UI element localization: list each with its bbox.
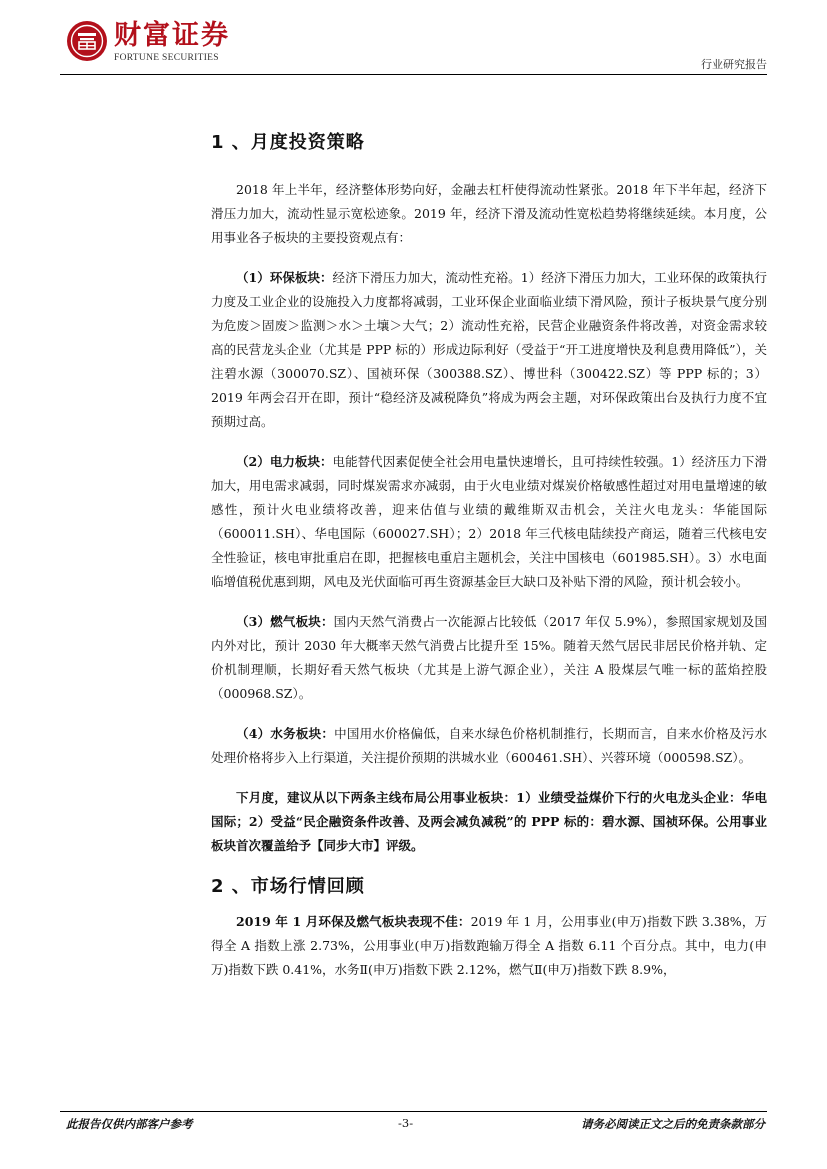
item-power [211, 450, 767, 594]
logo-chinese-name: 财富证券 [114, 20, 230, 51]
item-environmental [211, 266, 767, 434]
item-head: （4）水务板块： [236, 726, 335, 741]
item-text: 电能替代因素促使全社会用电量快速增长，且可持续性较强。1）经济压力下滑加大，用电需求减弱，同时煤炭需求亦减弱，由于火电业绩对煤炭价格敏感性超过对用电量增速的敏感性，预计火电业绩将改善，迎来估值与业绩的戴维斯双击机会，关注火电龙头：华能国际（600011.SH）、华电国际（600027.SH）；2）2018 年三代核电陆续投产商运，随着三代核电安全性验证，核电审批重启在即，把握核电重启主题机会，关注中国核电（601985.SH）。3）水电面临增值税优惠到期，风电及光伏面临可再生资源基金巨大缺口及补贴下滑的风险，预计机会较小。 [211, 454, 768, 589]
page-number: -3- [398, 1116, 414, 1130]
seal-logo-icon [66, 20, 108, 62]
logo-english-name: FORTUNE SECURITIES [114, 53, 219, 63]
company-logo [66, 20, 286, 66]
item-gas [211, 610, 767, 706]
footer-disclaimer-right: 请务必阅读正文之后的免责条款部分 [581, 1117, 765, 1131]
item-text: 中国用水价格偏低，自来水绿色价格机制推行，长期而言，自来水价格及污水处理价格将步入上行渠道，关注提价预期的洪城水业（600461.SH）、兴蓉环境（000598.SZ）。 [211, 726, 767, 765]
section-2-paragraph [211, 910, 767, 982]
item-head: （1）环保板块： [236, 270, 333, 285]
section-2-title: 2 、市场行情回顾 [211, 876, 365, 897]
section-1-conclusion: 下月度，建议从以下两条主线布局公用事业板块：1）业绩受益煤价下行的火电龙头企业：华电国际；2）受益“民企融资条件改善、及两会减负减税”的 PPP 标的：碧水源、国祯环保。公用事业板块首次覆盖给予【同步大市】评级。 [211, 790, 767, 853]
item-head: （2）电力板块： [236, 454, 333, 469]
footer-disclaimer-left: 此报告仅供内部客户参考 [66, 1117, 193, 1131]
section-2-text: 2019 年 1 月，公用事业(申万)指数下跌 3.38%，万得全 A 指数上涨 2.73%，公用事业(申万)指数跑输万得全 A 指数 6.11 个百分点。其中，电力(申万)指数下跌 0.41%，水务Ⅱ(申万)指数下跌 2.12%，燃气Ⅱ(申万)指数下跌 8.9%， [211, 914, 768, 977]
section-2-lead: 2019 年 1 月环保及燃气板块表现不佳： [236, 914, 471, 929]
footer-divider [60, 1111, 767, 1112]
report-body [211, 128, 767, 982]
item-head: （3）燃气板块： [236, 614, 334, 629]
item-text: 经济下滑压力加大，流动性充裕。1）经济下滑压力加大，工业环保的政策执行力度及工业企业的设施投入力度都将减弱，工业环保企业面临业绩下滑风险，预计子板块景气度分别为危废＞固废＞监测＞水＞土壤＞大气；2）流动性充裕，民营企业融资条件将改善，对资金需求较高的民营龙头企业（尤其是 PPP 标的）形成边际利好（受益于“开工进度增快及利息费用降低”），关注碧水源（300070.SZ）、国祯环保（300388.SZ）、博世科（300422.SZ）等 PPP 标的；3）2019 年两会召开在即，预计“稳经济及减税降负”将成为两会主题，对环保政策出台及执行力度不宜预期过高。 [211, 270, 767, 429]
item-water [211, 722, 767, 770]
header-divider [60, 74, 767, 75]
section-1-title: 1 、月度投资策略 [211, 132, 365, 153]
section-1-intro: 2018 年上半年，经济整体形势向好，金融去杠杆使得流动性紧张。2018 年下半年起，经济下滑压力加大，流动性显示宽松迹象。2019 年，经济下滑及流动性宽松趋势将继续延续。本月度，公用事业各子板块的主要投资观点有： [211, 182, 767, 245]
document-type-label: 行业研究报告 [701, 58, 767, 71]
item-text: 国内天然气消费占一次能源占比较低（2017 年仅 5.9%），参照国家规划及国内外对比，预计 2030 年大概率天然气消费占比提升至 15%。随着天然气居民非居民价格并轨、定价机制理顺，长期好看天然气板块（尤其是上游气源企业），关注 A 股煤层气唯一标的蓝焰控股（000968.SZ）。 [211, 614, 767, 701]
